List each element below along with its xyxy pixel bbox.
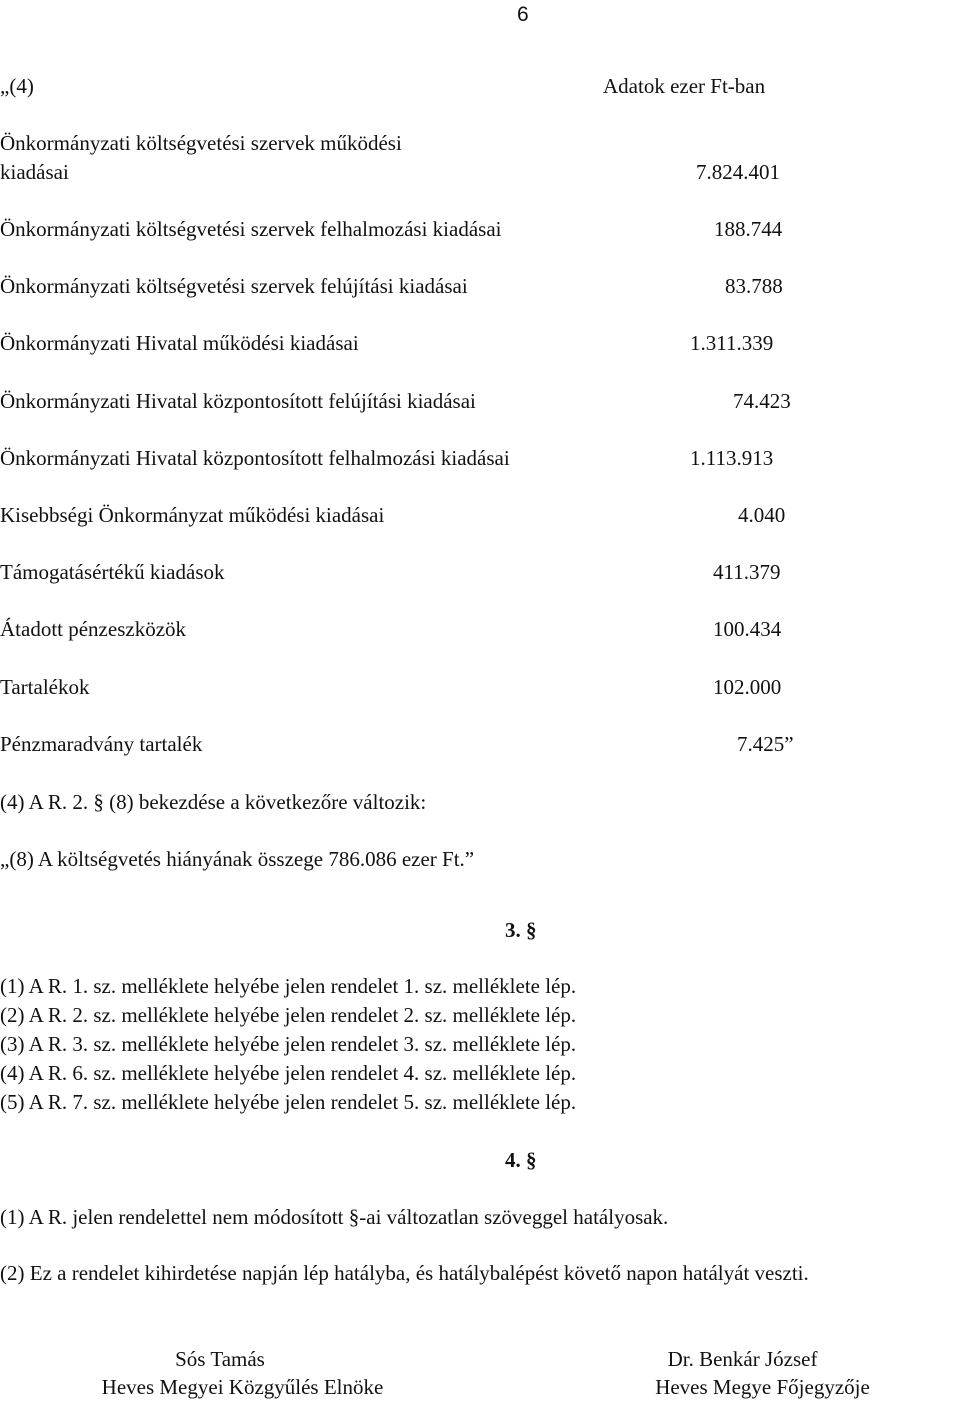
amendment-quote: „(8) A költségvetés hiányának összege 786.086 ezer Ft.” [0, 847, 475, 871]
item-label: Önkormányzati Hivatal működési kiadásai [0, 331, 359, 355]
item-label: Kisebbségi Önkormányzat működési kiadásai [0, 503, 385, 527]
item-value: 188.744 [714, 217, 783, 241]
item-value: 102.000 [713, 675, 782, 699]
signature-left-title: Heves Megyei Közgyűlés Elnöke [101, 1375, 384, 1399]
section-3-line: (2) A R. 2. sz. melléklete helyébe jelen rendelet 2. sz. melléklete lép. [0, 1003, 577, 1027]
item-label: Önkormányzati költségvetési szervek működési [0, 131, 402, 155]
section-3-heading: 3. § [505, 918, 537, 942]
item-value: 74.423 [733, 389, 791, 413]
section-4-heading: 4. § [505, 1148, 537, 1172]
section-marker: „(4) [0, 74, 34, 98]
item-value: 1.113.913 [690, 446, 774, 470]
item-label: Önkormányzati költségvetési szervek felújítási kiadásai [0, 274, 468, 298]
item-label: kiadásai [0, 160, 69, 184]
section-3-line: (5) A R. 7. sz. melléklete helyébe jelen rendelet 5. sz. melléklete lép. [0, 1090, 577, 1114]
unit-note: Adatok ezer Ft-ban [603, 74, 766, 98]
signature-right-title: Heves Megye Főjegyzője [655, 1375, 870, 1399]
item-label: Önkormányzati Hivatal központosított felújítási kiadásai [0, 389, 476, 413]
section-4-paragraph: (2) Ez a rendelet kihirdetése napján lép hatályba, és hatálybalépést követő napon hatályát veszti. [0, 1261, 809, 1285]
amendment-paragraph: (4) A R. 2. § (8) bekezdése a következőre változik: [0, 790, 427, 814]
item-label: Átadott pénzeszközök [0, 617, 187, 641]
item-label: Önkormányzati költségvetési szervek felhalmozási kiadásai [0, 217, 502, 241]
item-value: 1.311.339 [690, 331, 774, 355]
item-value: 4.040 [738, 503, 786, 527]
item-label: Támogatásértékű kiadások [0, 560, 225, 584]
item-value: 83.788 [725, 274, 783, 298]
item-value: 100.434 [713, 617, 782, 641]
signature-left-name: Sós Tamás [175, 1347, 265, 1371]
item-label: Pénzmaradvány tartalék [0, 732, 203, 756]
item-label: Önkormányzati Hivatal központosított felhalmozási kiadásai [0, 446, 510, 470]
item-label: Tartalékok [0, 675, 90, 699]
signature-right-name: Dr. Benkár József [667, 1347, 818, 1371]
section-3-line: (4) A R. 6. sz. melléklete helyébe jelen rendelet 4. sz. melléklete lép. [0, 1061, 577, 1085]
item-value: 7.824.401 [696, 160, 780, 184]
page-number: 6 [517, 3, 529, 26]
section-4-paragraph: (1) A R. jelen rendelettel nem módosított §-ai változatlan szöveggel hatályosak. [0, 1205, 669, 1229]
section-3-line: (1) A R. 1. sz. melléklete helyébe jelen rendelet 1. sz. melléklete lép. [0, 974, 577, 998]
item-value: 411.379 [713, 560, 781, 584]
section-3-line: (3) A R. 3. sz. melléklete helyébe jelen rendelet 3. sz. melléklete lép. [0, 1032, 577, 1056]
item-value: 7.425” [737, 732, 794, 756]
